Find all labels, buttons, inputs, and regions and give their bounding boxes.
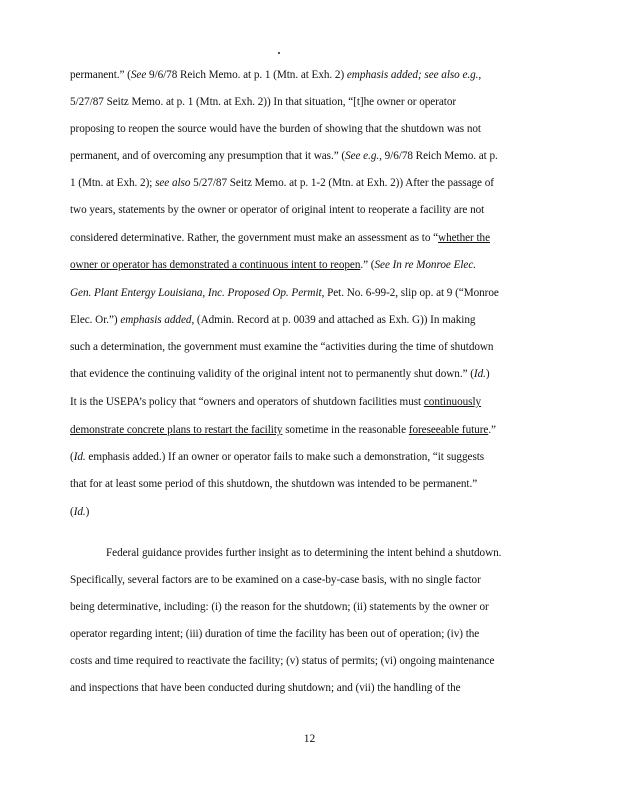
underlined-text: foreseeable future [408, 424, 489, 436]
text-line [70, 231, 490, 245]
italic-text: See e.g., [345, 150, 382, 162]
text-line [70, 176, 494, 190]
page-number: 12 [303, 733, 316, 745]
italic-text: emphasis added; see also e.g., [346, 69, 482, 81]
text-segment: such a determination, the government must examine the “activities during the time of shutdown [70, 341, 494, 353]
text-line [70, 423, 496, 437]
text-line [70, 122, 481, 136]
text-line [70, 654, 494, 668]
text-line [70, 367, 490, 381]
text-segment: emphasis added.) If an owner or operator fails to make such a demonstration, “it suggests [85, 451, 485, 463]
text-line [106, 546, 501, 560]
text-line [70, 313, 475, 327]
text-line [70, 573, 481, 587]
text-segment: 1 (Mtn. at Exh. 2); [70, 177, 156, 189]
text-segment: .” ( [360, 259, 375, 271]
text-line [70, 286, 499, 300]
underlined-text: whether the [438, 232, 490, 244]
text-segment: ( [70, 451, 74, 463]
text-segment: .” [488, 424, 496, 436]
text-segment: 5/27/87 Seitz Memo. at p. 1 (Mtn. at Exh. 2)) In that situation, “[t]he owner or operator [70, 96, 457, 108]
text-segment: , Pet. No. 6-99-2, slip op. at 9 (“Monroe [321, 287, 499, 299]
text-line [70, 450, 484, 464]
text-segment: and inspections that have been conducted during shutdown; and (vii) the handling of the [70, 682, 461, 694]
text-segment: Federal guidance provides further insight as to determining the intent behind a shutdown. [106, 547, 502, 559]
underlined-text: owner or operator has demonstrated a continuous intent to reopen [70, 259, 361, 271]
text-segment: It is the USEPA’s policy that “owners and operators of shutdown facilities must [70, 396, 424, 408]
text-segment: operator regarding intent; (iii) duration of time the facility has been out of operation; (iv) the [70, 628, 480, 640]
text-line [70, 258, 476, 272]
text-segment: costs and time required to reactivate the facility; (v) status of permits; (vi) ongoing maintenance [70, 655, 495, 667]
text-segment: that for at least some period of this shutdown, the shutdown was intended to be permanent.” [70, 478, 478, 490]
text-line [70, 395, 481, 409]
text-line [70, 681, 461, 695]
text-segment: ( [70, 506, 74, 518]
underlined-text: continuously [423, 396, 482, 408]
italic-text: Id. [73, 451, 86, 463]
scan-mark [278, 52, 280, 54]
italic-text: emphasis added [120, 314, 192, 326]
text-segment: permanent.” ( [70, 69, 131, 81]
italic-text: Gen. Plant Entergy Louisiana, Inc. Proposed Op. Permit [70, 287, 322, 299]
text-segment: , (Admin. Record at p. 0039 and attached as Exh. G)) In making [191, 314, 476, 326]
text-segment: two years, statements by the owner or operator of original intent to reoperate a facility are not [70, 204, 485, 216]
text-segment: 5/27/87 Seitz Memo. at p. 1-2 (Mtn. at Exh. 2)) After the passage of [190, 177, 494, 189]
text-line [70, 477, 477, 491]
text-line [70, 68, 481, 82]
text-segment: 9/6/78 Reich Memo. at p. 1 (Mtn. at Exh. 2) [146, 69, 347, 81]
italic-text: See In re Monroe Elec. [374, 259, 476, 271]
text-segment: permanent, and of overcoming any presumption that it was.” ( [70, 150, 346, 162]
text-segment: proposing to reopen the source would have the burden of showing that the shutdown was not [70, 123, 481, 135]
italic-text: Id. [473, 368, 486, 380]
text-line [70, 627, 479, 641]
text-segment: sometime in the reasonable [282, 424, 409, 436]
text-segment: being determinative, including: (i) the reason for the shutdown; (ii) statements by the owner or [70, 601, 489, 613]
text-segment: considered determinative. Rather, the government must make an assessment as to “ [70, 232, 439, 244]
text-line [70, 600, 489, 614]
text-segment: Specifically, several factors are to be examined on a case-by-case basis, with no single factor [70, 574, 481, 586]
underlined-text: demonstrate concrete plans to restart the facility [70, 424, 283, 436]
text-line [70, 340, 493, 354]
text-segment: 9/6/78 Reich Memo. at p. [381, 150, 498, 162]
text-line [70, 95, 456, 109]
text-segment: ) [485, 368, 490, 380]
italic-text: see also [155, 177, 191, 189]
text-segment: that evidence the continuing validity of the original intent not to permanently shut down.” ( [70, 368, 474, 380]
italic-text: See [130, 69, 147, 81]
italic-text: Id. [73, 506, 86, 518]
text-segment: Elec. Or.”) [70, 314, 121, 326]
text-line [70, 149, 498, 163]
text-segment: ) [85, 506, 90, 518]
text-line [70, 203, 484, 217]
text-line [70, 505, 89, 519]
